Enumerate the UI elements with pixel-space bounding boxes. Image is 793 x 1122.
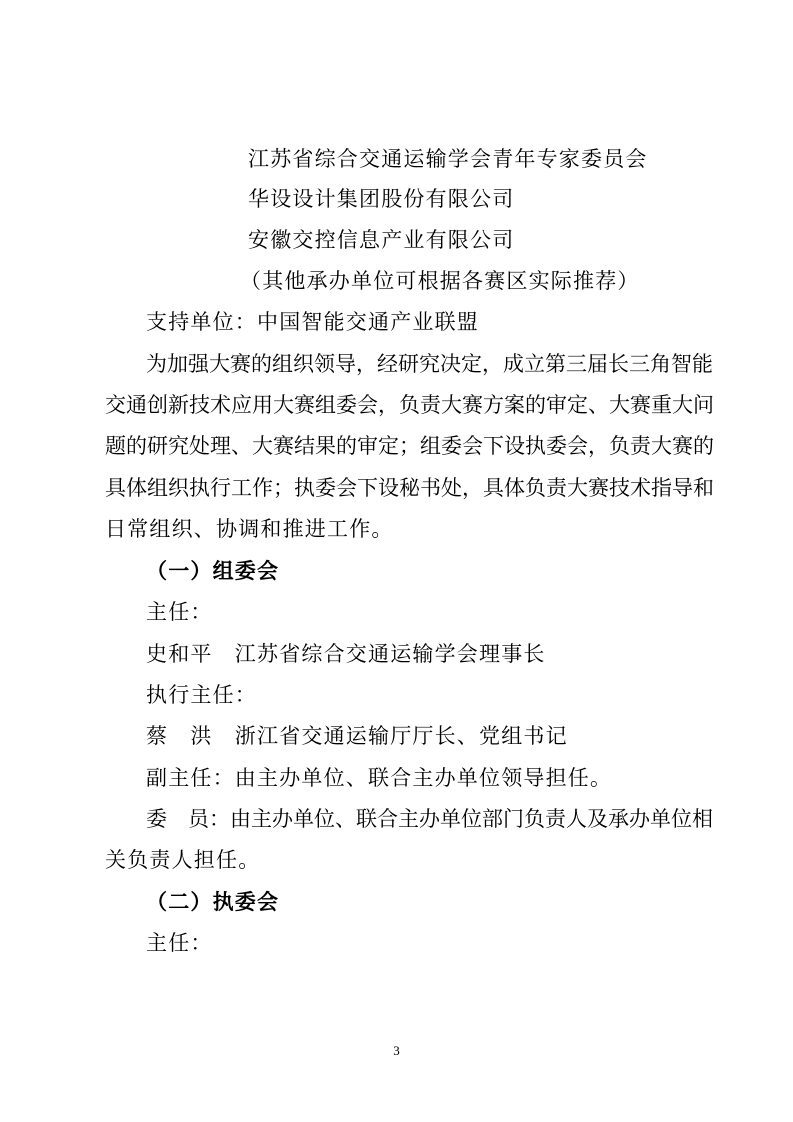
section-heading-executive-committee: （二）执委会 — [146, 889, 280, 914]
intro-line: 具体组织执行工作；执委会下设秘书处，具体负责大赛技术指导和 — [105, 476, 714, 500]
organizer-3: 安徽交控信息产业有限公司 — [248, 228, 515, 252]
intro-line: 日常组织、协调和推进工作。 — [105, 517, 394, 541]
organizer-2: 华设设计集团股份有限公司 — [248, 187, 515, 211]
organizer-note: （其他承办单位可根据各赛区实际推荐） — [240, 269, 640, 293]
director-label: 主任： — [146, 600, 213, 624]
members-entry: 委 员：由主办单位、联合主办单位部门负责人及承办单位相 — [146, 807, 713, 831]
intro-line: 交通创新技术应用大赛组委会，负责大赛方案的审定、大赛重大问 — [105, 393, 714, 417]
section-heading-organizing-committee: （一）组委会 — [146, 558, 280, 583]
support-unit: 支持单位：中国智能交通产业联盟 — [146, 310, 479, 334]
vice-director-entry: 副主任：由主办单位、联合主办单位领导担任。 — [146, 766, 613, 790]
exec-committee-director-label: 主任： — [146, 931, 213, 955]
members-entry-continued: 关负责人担任。 — [105, 848, 261, 872]
page-number: 3 — [393, 1043, 400, 1058]
intro-line: 为加强大赛的组织领导，经研究决定，成立第三届长三角智能 — [146, 352, 713, 376]
exec-director-label: 执行主任： — [146, 683, 257, 707]
director-entry: 史和平 江苏省综合交通运输学会理事长 — [146, 642, 546, 666]
exec-director-entry: 蔡 洪 浙江省交通运输厅厅长、党组书记 — [146, 724, 568, 748]
intro-line: 题的研究处理、大赛结果的审定；组委会下设执委会，负责大赛的 — [105, 434, 714, 458]
organizer-1: 江苏省综合交通运输学会青年专家委员会 — [248, 147, 648, 171]
